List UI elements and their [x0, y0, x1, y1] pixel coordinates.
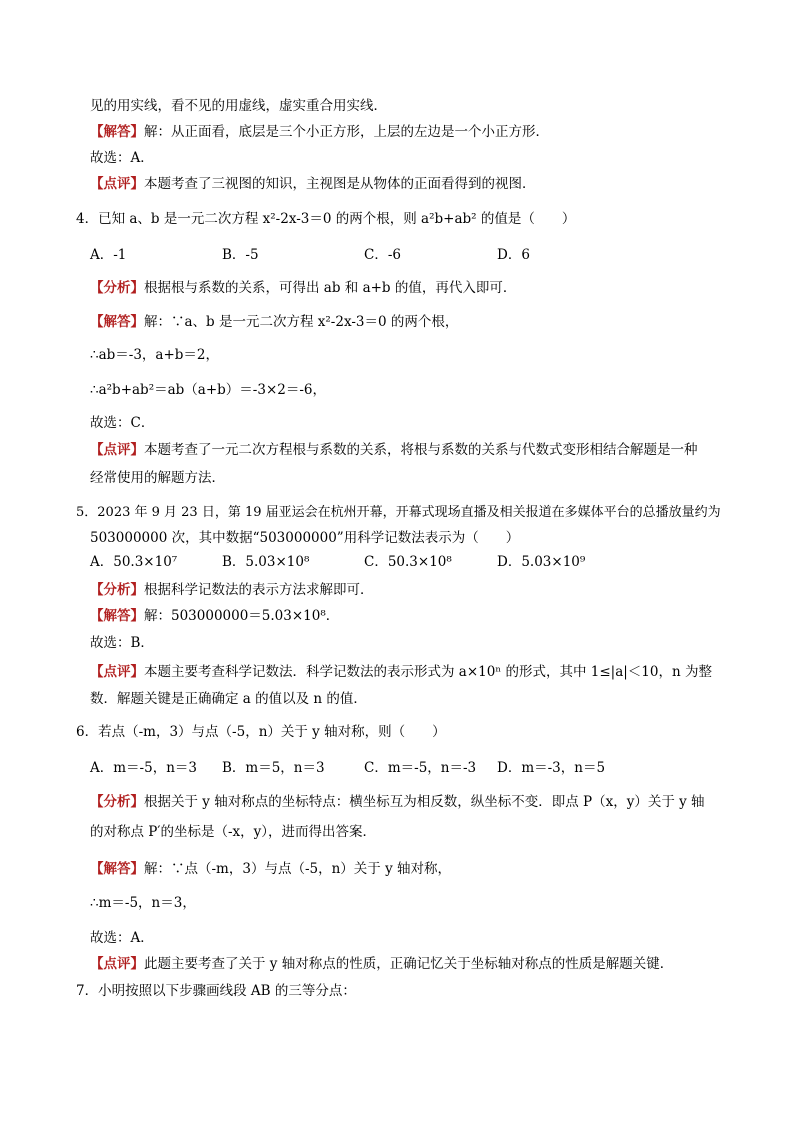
question-7: 7．小明按照以下步骤画线段 AB 的三等分点： — [76, 983, 356, 999]
q6-option-c: C．m＝-5，n＝-3 — [364, 760, 477, 776]
section-tag: 【解答】 — [90, 314, 144, 330]
comment-q5 — [90, 662, 712, 682]
choice-q3: 故选：A． — [90, 150, 154, 166]
section-text: 解：503000000＝5.03×10⁸． — [144, 608, 340, 624]
section-tag: 【解答】 — [90, 608, 144, 624]
answer-q6 — [90, 859, 451, 879]
comment-q5-cont: 数．解题关键是正确确定 a 的值以及 n 的值． — [90, 691, 367, 707]
line-continuation: 见的用实线，看不见的用虚线，虚实重合用实线． — [90, 98, 387, 114]
q4-option-b: B．-5 — [222, 247, 259, 263]
question-6: 6．若点（-m，3）与点（-5，n）关于 y 轴对称，则（ ） — [76, 724, 446, 740]
comment-q3 — [90, 174, 536, 194]
section-tag: 【解答】 — [90, 861, 144, 877]
q4-option-c: C．-6 — [364, 247, 401, 263]
section-text: 本题考查了一元二次方程根与系数的关系，将根与系数的关系与代数式变形相结合解题是一种 — [144, 442, 698, 458]
q5-option-a: A．50.3×10⁷ — [90, 554, 178, 570]
section-tag: 【点评】 — [90, 664, 144, 680]
analysis-q6-cont: 的对称点 P′的坐标是（-x，y），进而得出答案． — [90, 824, 376, 840]
section-text: 此题主要考查了关于 y 轴对称点的性质，正确记忆关于坐标轴对称点的性质是解题关键． — [144, 956, 674, 972]
choice-q6: 故选：A． — [90, 930, 154, 946]
section-text: 根据根与系数的关系，可得出 ab 和 a+b 的值，再代入即可． — [144, 280, 517, 296]
section-tag: 【点评】 — [90, 956, 144, 972]
answer-q5 — [90, 606, 339, 626]
section-tag: 【分析】 — [90, 582, 144, 598]
section-text: 解：∵a、b 是一元二次方程 x²-2x-3＝0 的两个根， — [144, 314, 459, 330]
question-4: 4．已知 a、b 是一元二次方程 x²-2x-3＝0 的两个根，则 a²b+ab² 的值是（ ） — [76, 211, 576, 227]
comment-q4 — [90, 440, 698, 460]
section-text: 解：从正面看，底层是三个小正方形，上层的左边是一个小正方形． — [144, 124, 549, 140]
q4-option-d: D．6 — [497, 247, 530, 263]
section-text: 根据关于 y 轴对称点的坐标特点：横坐标互为相反数，纵坐标不变．即点 P（x，y）关于 y 轴 — [144, 794, 705, 810]
section-tag: 【点评】 — [90, 442, 144, 458]
analysis-q4 — [90, 278, 516, 298]
section-text: 本题考查了三视图的知识，主视图是从物体的正面看得到的视图． — [144, 176, 536, 192]
q4-option-a: A．-1 — [90, 247, 127, 263]
step-q4-2: ∴a²b+ab²＝ab（a+b）＝-3×2＝-6， — [90, 382, 326, 398]
q5-option-c: C．50.3×10⁸ — [364, 554, 452, 570]
section-tag: 【解答】 — [90, 124, 144, 140]
q6-option-b: B．m＝5，n＝3 — [222, 760, 325, 776]
q6-option-d: D．m＝-3，n＝5 — [497, 760, 606, 776]
section-text: 解：∵点（-m，3）与点（-5，n）关于 y 轴对称， — [144, 861, 452, 877]
section-tag: 【分析】 — [90, 280, 144, 296]
q6-option-a: A．m＝-5，n＝3 — [90, 760, 197, 776]
question-5-cont: 503000000 次，其中数据“503000000”用科学记数法表示为（ ） — [90, 530, 520, 546]
q5-option-b: B．5.03×10⁸ — [222, 554, 310, 570]
comment-q6 — [90, 954, 673, 974]
step-q6-1: ∴m＝-5，n＝3， — [90, 895, 196, 911]
q5-option-d: D．5.03×10⁹ — [497, 554, 586, 570]
choice-q4: 故选：C． — [90, 415, 155, 431]
answer-q3 — [90, 122, 549, 142]
comment-q4-cont: 经常使用的解题方法． — [90, 470, 225, 486]
question-5: 5．2023 年 9 月 23 日，第 19 届亚运会在杭州开幕，开幕式现场直播及相关报道在多媒体平台的总播放量约为 — [76, 505, 721, 520]
analysis-q6 — [90, 792, 705, 812]
section-text: 本题主要考查科学记数法．科学记数法的表示形式为 a×10ⁿ 的形式，其中 1≤|a|＜10，n 为整 — [144, 664, 712, 680]
choice-q5: 故选：B． — [90, 635, 154, 651]
answer-q4 — [90, 312, 458, 332]
section-tag: 【点评】 — [90, 176, 144, 192]
section-text: 根据科学记数法的表示方法求解即可． — [144, 582, 374, 598]
analysis-q5 — [90, 580, 374, 600]
step-q4-1: ∴ab＝-3，a+b＝2， — [90, 347, 220, 363]
section-tag: 【分析】 — [90, 794, 144, 810]
